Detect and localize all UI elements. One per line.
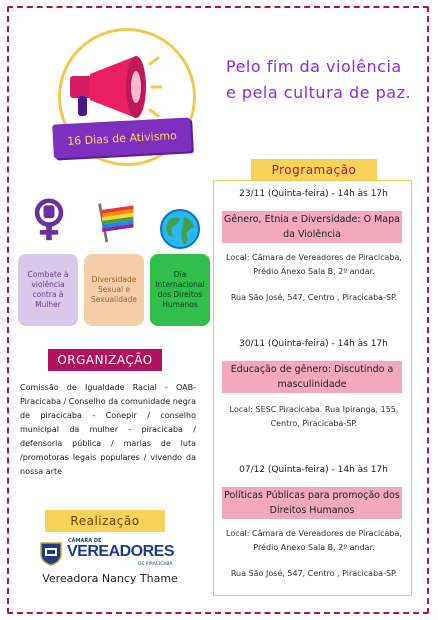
event-1-title: Gênero, Etnia e Diversidade: O Mapa da Violência — [222, 211, 402, 243]
event-3-address: Rua São José, 547, Centro , Piracicaba-SP. — [230, 569, 398, 578]
vereadora-name: Vereadora Nancy Thame — [42, 572, 178, 585]
globe-icon — [158, 207, 202, 251]
rainbow-flag-icon — [94, 200, 138, 244]
headline-line-1: Pelo fim da violência — [226, 57, 402, 76]
organizacao-title: ORGANIZAÇÃO — [48, 349, 162, 371]
event-1-date: 23/11 (Quinta-feira) - 14h às 17h — [239, 189, 388, 199]
female-fist-icon — [27, 198, 71, 242]
organizacao-text: Comissão de Igualdade Racial - OAB-Piracicaba / Conselho da comunidade negra de piracicaba - Conepir / conselho municipal da mulher - piracicaba / defensoria pública / marias de luta /promotoras legais populares / vivendo da nossa arte — [20, 383, 196, 476]
programacao-box — [213, 180, 412, 596]
campaign-badge: 16 Dias de Ativismo — [52, 117, 192, 158]
theme-card-human-rights: Dia Internacional dos Direitos Humanos — [150, 254, 210, 326]
programacao-title: Programação — [251, 159, 377, 181]
event-2-local: Local: SESC Piracicaba. Rua Ipiranga, 155, Centro, Piracicaba-SP. — [229, 405, 399, 428]
event-1-address: Rua São José, 547, Centro , Piracicaba-SP. — [230, 293, 398, 302]
event-2-title: Educação de gênero: Discutindo a masculinidade — [222, 361, 402, 393]
logo-main-text: VEREADORES — [67, 543, 175, 560]
realizacao-title: Realização — [45, 510, 165, 532]
logo-small-text: CÂMARA DE — [68, 538, 102, 544]
headline-line-2: e pela cultura de paz. — [226, 83, 412, 102]
headline — [226, 54, 426, 106]
megaphone-icon — [66, 52, 162, 124]
event-3-local: Local: Câmara de Vereadores de Piracicaba, Prédio Anexo Sala B, 2º andar. — [226, 529, 402, 552]
coat-of-arms-icon — [38, 540, 64, 566]
event-1-local: Local: Câmara de Vereadores de Piracicaba, Prédio Anexo Sala B, 2º andar. — [226, 253, 402, 276]
theme-card-diversity: Diversidade Sexual e Sexualidade — [84, 254, 144, 326]
event-2-date: 30/11 (Quinta-feira) - 14h às 17h — [239, 339, 388, 349]
event-3-date: 07/12 (Quinta-feira) - 14h às 17h — [239, 465, 388, 475]
theme-card-violence: Combate à violência contra à Mulher — [18, 254, 78, 326]
logo-sub-text: DE PIRACICABA — [138, 562, 173, 567]
camara-logo — [38, 538, 173, 568]
event-3-title: Políticas Públicas para promoção dos Direitos Humanos — [222, 487, 402, 519]
